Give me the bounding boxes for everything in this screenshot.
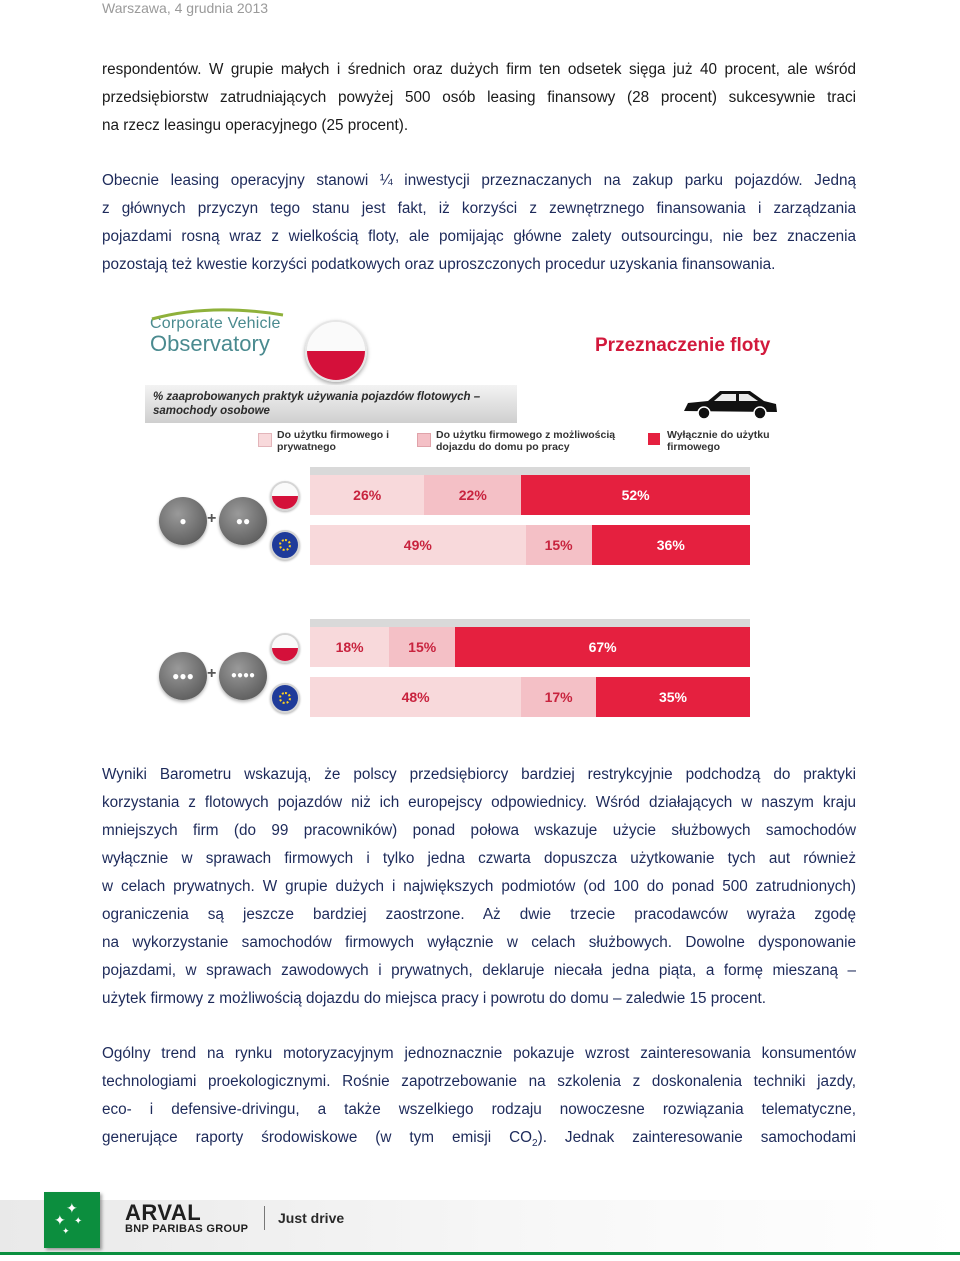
paragraph-1 xyxy=(102,56,856,140)
poland-flag-icon xyxy=(270,633,300,663)
business-with-commute-segment: 17% xyxy=(521,677,596,717)
private-and-business-segment: 48% xyxy=(310,677,521,717)
paragraph-line: użytek firmowy z możliwością dojazdu do miejsca pracy i powrotu do domu – zaledwie 15 procent. xyxy=(102,990,767,1007)
business-with-commute-segment: 15% xyxy=(389,627,455,667)
people-icon-large-firm-2: ●●●● xyxy=(219,652,267,700)
private-and-business-segment: 18% xyxy=(310,627,389,667)
eu-flag-icon xyxy=(270,683,300,713)
paragraph-line: pojazdami, w sprawach zawodowych i prywatnych, deklaruje niecała jedna piąta, a formę mieszaną – xyxy=(102,962,856,979)
chart-title: Przeznaczenie floty xyxy=(595,335,771,356)
footer-separator xyxy=(264,1206,265,1230)
legend-swatch-3 xyxy=(648,433,660,445)
poland-flag-icon xyxy=(305,320,367,382)
paragraph-3 xyxy=(102,761,856,1013)
paragraph-line: korzystania z flotowych pojazdów niż ich europejscy odpowiednicy. Wśród działających w naszym kraju xyxy=(102,794,856,811)
paragraph-line: pozostają też kwestie korzyści podatkowych oraz uproszczonych procedur uzyskania finansowania. xyxy=(102,256,776,273)
poland-flag-icon xyxy=(270,481,300,511)
co2-text: generujące raporty środowiskowe (w tym emisji CO xyxy=(102,1129,533,1146)
paragraph-4 xyxy=(102,1040,856,1158)
paragraph-line: Wyniki Barometru wskazują, że polscy przedsiębiorcy bardziej restrykcyjnie podchodzą do praktyki xyxy=(102,766,856,783)
bar-row-large-pl xyxy=(310,627,750,667)
paragraph-line: wyłącznie w sprawach firmowych i tylko jedna czwarta dopuszcza użytkowanie tych aut również xyxy=(102,850,856,867)
paragraph-line: ograniczenia są jeszcze bardziej zaostrzone. Aż dwie trzecie pracodawców wyraża zgodę xyxy=(102,906,856,923)
chart-subtitle: % zaaprobowanych praktyk używania pojazdów flotowych – samochody osobowe xyxy=(153,391,481,417)
paragraph-line: z głównych przyczyn tego stanu jest fakt, iż korzyści z zewnętrznego finansowania i zarządzania xyxy=(102,200,856,217)
people-icon-large-firm: ●●● xyxy=(159,652,207,700)
paragraph-2 xyxy=(102,167,856,279)
brand-name: ARVAL xyxy=(125,1200,202,1225)
tagline: Just drive xyxy=(278,1210,345,1226)
bar-row-large-eu xyxy=(310,677,750,717)
plus-sign: + xyxy=(207,510,217,527)
legend-label-1: Do użytku firmowego i prywatnego xyxy=(277,429,390,453)
footer xyxy=(0,1192,960,1261)
paragraph-line: pojazdami rosną wraz z wielkością floty, ale pomijając główne zalety outsourcingu, nie bez znaczenia xyxy=(102,228,856,245)
footer-green-line xyxy=(0,1252,960,1255)
logo-line-2: Observatory xyxy=(150,331,270,356)
paragraph-line: technologiami proekologicznymi. Rośnie zapotrzebowanie na szkolenia z doskonalenia techniki jazdy, xyxy=(102,1073,856,1090)
legend-label-2: Do użytku firmowego z możliwością dojazdu do domu po pracy xyxy=(436,429,616,453)
paragraph-line: na rzecz leasingu operacyjnego (25 procent). xyxy=(102,117,409,134)
private-and-business-segment: 26% xyxy=(310,475,424,515)
paragraph-line: Obecnie leasing operacyjny stanowi ¼ inwestycji przeznaczanych na zakup parku pojazdów. Jedną xyxy=(102,172,856,189)
business-only-segment: 35% xyxy=(596,677,750,717)
co2-tail: ). Jednak zainteresowanie samochodami xyxy=(537,1129,856,1146)
co2-subscript: 2 xyxy=(532,1138,538,1150)
logo-line-1: Corporate Vehicle xyxy=(150,315,281,332)
legend-label-3: Wyłącznie do użytku firmowego xyxy=(667,429,770,453)
paragraph-line: w celach prywatnych. W grupie dużych i największych podmiotów (od 100 do ponad 500 zatrudnionych) xyxy=(102,878,856,895)
legend-swatch-1 xyxy=(258,433,272,447)
cvo-logo xyxy=(150,315,290,357)
header-date: Warszawa, 4 grudnia 2013 xyxy=(102,0,269,16)
business-only-segment: 52% xyxy=(521,475,750,515)
private-and-business-segment: 49% xyxy=(310,525,526,565)
bar-row-small-pl xyxy=(310,475,750,515)
paragraph-line: przedsiębiorstw zatrudniających powyżej 500 osób leasing finansowy (28 procent) sukcesywnie traci xyxy=(102,89,856,106)
business-with-commute-segment: 15% xyxy=(526,525,592,565)
fleet-usage-infographic xyxy=(145,305,790,725)
paragraph-line: respondentów. W grupie małych i średnich oraz dużych firm ten odsetek sięga już 40 procent, ale wśród xyxy=(102,61,856,78)
people-icon-small-firm-2: ●● xyxy=(219,497,267,545)
plus-sign: + xyxy=(207,665,217,682)
legend-swatch-2 xyxy=(417,433,431,447)
paragraph-line-co2 xyxy=(102,1124,856,1158)
eu-flag-icon xyxy=(270,530,300,560)
logo-swoosh-icon xyxy=(150,307,285,321)
paragraph-line: Ogólny trend na rynku motoryzacyjnym jednoznacznie pokazuje wzrost zainteresowania konsumentów xyxy=(102,1045,856,1062)
business-with-commute-segment: 22% xyxy=(424,475,521,515)
people-icon-small-firm: ● xyxy=(159,497,207,545)
business-only-segment: 36% xyxy=(592,525,750,565)
paragraph-line: na wykorzystanie samochodów firmowych wyłącznie w celach służbowych. Dowolne dysponowanie xyxy=(102,934,856,951)
bar-row-small-eu xyxy=(310,525,750,565)
brand-group: BNP PARIBAS GROUP xyxy=(125,1223,249,1235)
paragraph-line: mniejszych firm (do 99 pracowników) ponad połowa wskazuje użycie służbowych samochodów xyxy=(102,822,856,839)
bnp-stars-logo-icon: ✦ ✦ ✦ ✦ xyxy=(44,1192,100,1248)
paragraph-line: eco- i defensive-drivingu, a także wszelkiego rodzaju nowoczesne rozwiązania telematyczne, xyxy=(102,1101,856,1118)
business-only-segment: 67% xyxy=(455,627,750,667)
car-icon xyxy=(680,385,780,423)
